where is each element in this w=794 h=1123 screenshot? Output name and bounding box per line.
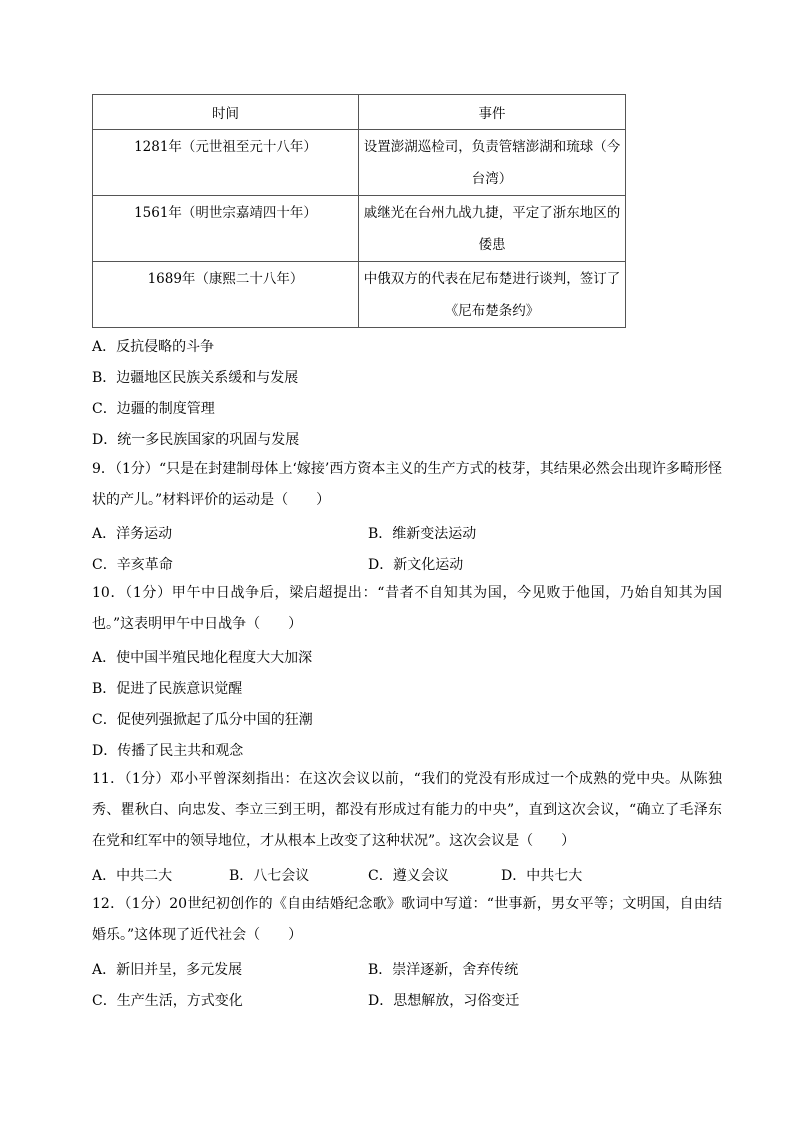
q12-option-a[interactable]: A．新旧并呈，多元发展 <box>92 962 243 978</box>
table-header-row <box>93 95 626 130</box>
table-cell-event: 设置澎湖巡检司，负责管辖澎湖和琉球（今台湾） <box>359 130 626 196</box>
table-row <box>93 130 626 196</box>
q10-option-b[interactable]: B．促进了民族意识觉醒 <box>92 681 243 697</box>
q10-option-d[interactable]: D．传播了民主共和观念 <box>92 743 244 759</box>
q12-option-c[interactable]: C．生产生活，方式变化 <box>92 993 243 1009</box>
q8-option-a[interactable]: A．反抗侵略的斗争 <box>92 339 215 355</box>
table-cell-time: 1561年（明世宗嘉靖四十年） <box>93 196 359 262</box>
q12-stem: 12．（1分）20世纪初创作的《自由结婚纪念歌》歌词中写道：“世事新，男女平等；文明国，自由结婚乐。”这体现了近代社会（ ） <box>92 896 722 943</box>
table-row <box>93 262 626 328</box>
q8-option-b[interactable]: B．边疆地区民族关系缓和与发展 <box>92 370 299 386</box>
table-cell-time: 1689年（康熙二十八年） <box>93 262 359 328</box>
q11-option-b[interactable]: B．八七会议 <box>229 868 310 884</box>
q9-option-a[interactable]: A．洋务运动 <box>92 526 173 542</box>
q12-option-d[interactable]: D．思想解放，习俗变迁 <box>368 993 520 1009</box>
q9-stem: 9．（1分）“只是在封建制母体上‘嫁接’西方资本主义的生产方式的枝芽，其结果必然会出现许多畸形怪状的产儿。”材料评价的运动是（ ） <box>92 461 722 508</box>
q8-option-d[interactable]: D．统一多民族国家的巩固与发展 <box>92 432 300 448</box>
q11-stem: 11．（1分）邓小平曾深刻指出：在这次会议以前，“我们的党没有形成过一个成熟的党中央。从陈独秀、瞿秋白、向忠发、李立三到王明，都没有形成过有能力的中央”，直到这次会议，“确立了毛泽东在党和红军中的领导地位，才从根本上改变了这种状况”。这次会议是（ ） <box>92 771 722 849</box>
table-header-time: 时间 <box>93 95 359 130</box>
q9-option-d[interactable]: D．新文化运动 <box>368 557 464 573</box>
q11-option-d[interactable]: D．中共七大 <box>501 868 583 884</box>
q10-stem: 10．（1分）甲午中日战争后，梁启超提出：“昔者不自知其为国，今见败于他国，乃始自知其为国也。”这表明甲午中日战争（ ） <box>92 585 722 632</box>
table-cell-event: 戚继光在台州九战九捷，平定了浙东地区的倭患 <box>359 196 626 262</box>
table-row <box>93 196 626 262</box>
q10-option-a[interactable]: A．使中国半殖民地化程度大大加深 <box>92 650 313 666</box>
q12-option-b[interactable]: B．崇洋逐新，舍弃传统 <box>368 962 519 978</box>
history-events-table <box>92 94 626 328</box>
q11-option-c[interactable]: C．遵义会议 <box>368 868 449 884</box>
q9-option-c[interactable]: C．辛亥革命 <box>92 557 173 573</box>
q10-option-c[interactable]: C．促使列强掀起了瓜分中国的狂潮 <box>92 712 313 728</box>
table-header-event: 事件 <box>359 95 626 130</box>
q8-option-c[interactable]: C．边疆的制度管理 <box>92 401 215 417</box>
table-cell-time: 1281年（元世祖至元十八年） <box>93 130 359 196</box>
q11-option-a[interactable]: A．中共二大 <box>92 868 173 884</box>
table-cell-event: 中俄双方的代表在尼布楚进行谈判，签订了《尼布楚条约》 <box>359 262 626 328</box>
q9-option-b[interactable]: B．维新变法运动 <box>368 526 477 542</box>
